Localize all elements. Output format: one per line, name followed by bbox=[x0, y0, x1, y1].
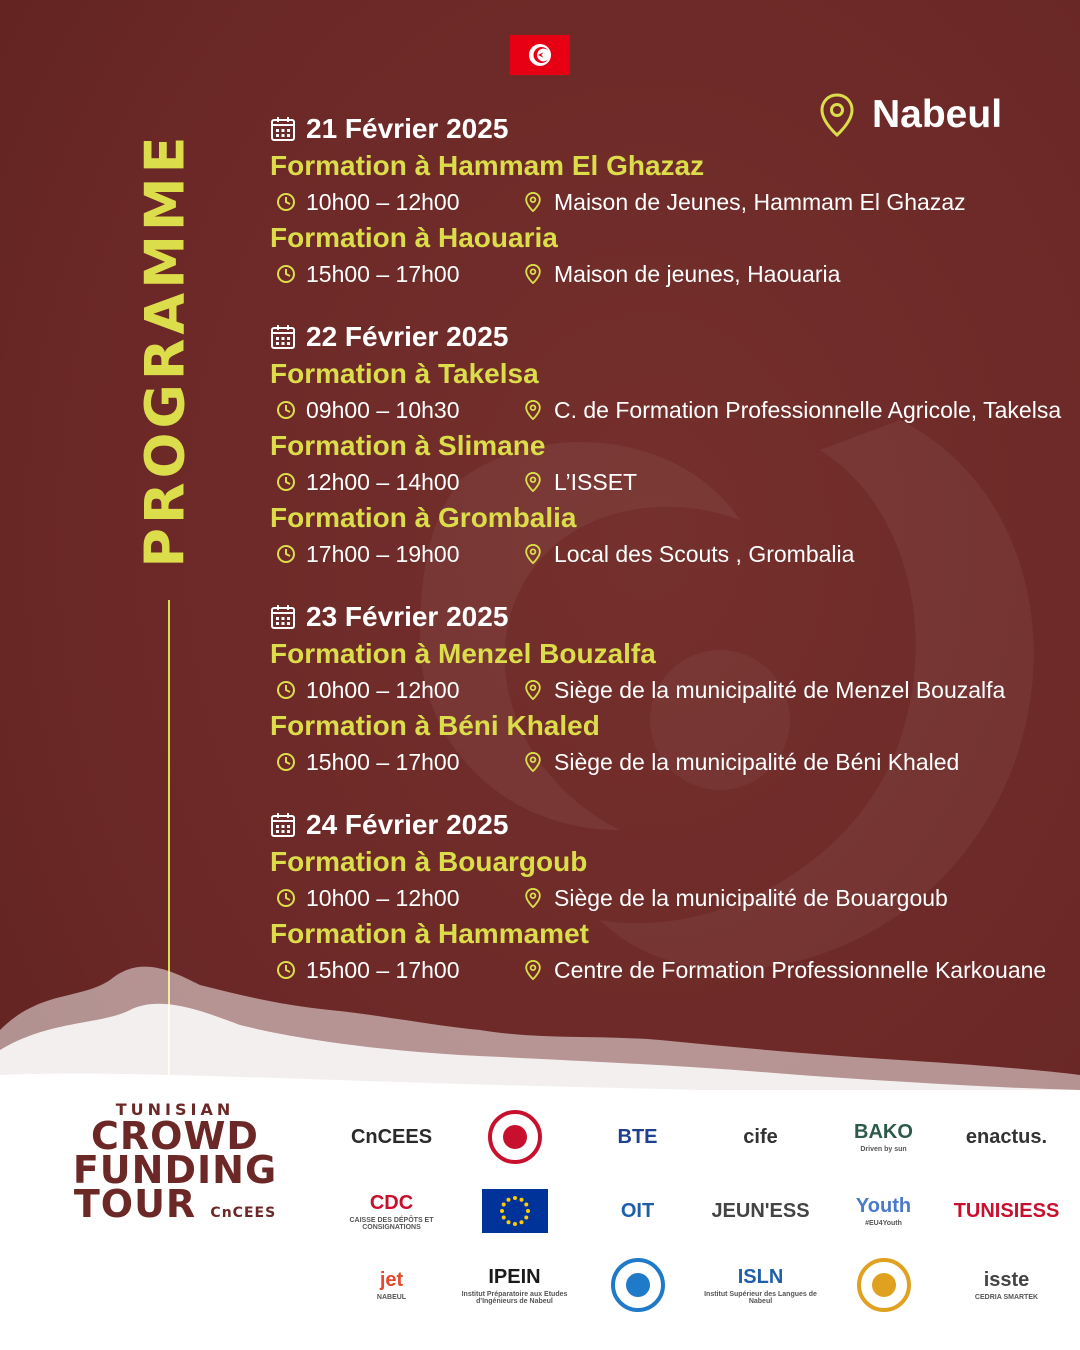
tour-logo-word: TOUR bbox=[73, 1182, 197, 1226]
session-title: Formation à Menzel Bouzalfa bbox=[270, 638, 656, 669]
partner-logo bbox=[330, 1100, 453, 1174]
partner-logo bbox=[576, 1174, 699, 1248]
crowdfunding-tour-logo bbox=[50, 1100, 300, 1230]
partner-logo-name: jet bbox=[379, 1269, 404, 1291]
partner-logo bbox=[330, 1174, 453, 1248]
session-details bbox=[270, 880, 1070, 916]
partner-logo bbox=[822, 1174, 945, 1248]
session-place: Siège de la municipalité de Béni Khaled bbox=[554, 748, 960, 775]
session-place: Maison de jeunes, Haouaria bbox=[554, 260, 841, 287]
partner-logo-name: Youth bbox=[855, 1195, 912, 1217]
clock-icon bbox=[276, 264, 296, 284]
partner-logo-name: cife bbox=[743, 1125, 778, 1148]
clock-icon bbox=[276, 752, 296, 772]
calendar-icon bbox=[270, 324, 296, 350]
partner-logo bbox=[576, 1248, 699, 1322]
partner-logo-name: ISLN bbox=[737, 1265, 784, 1288]
session-place: Siège de la municipalité de Menzel Bouzalfa bbox=[554, 676, 1006, 703]
day-header bbox=[270, 318, 1070, 356]
map-pin-icon bbox=[524, 472, 542, 492]
map-pin-icon bbox=[524, 680, 542, 700]
session-place: Local des Scouts , Grombalia bbox=[554, 540, 855, 567]
session-time: 15h00 – 17h00 bbox=[306, 748, 460, 775]
partner-logo-subtitle: NABEUL bbox=[376, 1294, 407, 1301]
session-time: 15h00 – 17h00 bbox=[306, 956, 460, 983]
session-details bbox=[270, 392, 1070, 428]
partner-logo bbox=[699, 1174, 822, 1248]
cloud-divider bbox=[0, 930, 1080, 1110]
session-time: 10h00 – 12h00 bbox=[306, 884, 460, 911]
partner-logo bbox=[822, 1100, 945, 1174]
session-details bbox=[270, 744, 1070, 780]
partner-logo bbox=[699, 1100, 822, 1174]
emblem-icon bbox=[487, 1109, 543, 1165]
partner-logos bbox=[330, 1100, 1070, 1322]
session-title: Formation à Hammam El Ghazaz bbox=[270, 150, 705, 181]
partner-logo bbox=[330, 1248, 453, 1322]
partner-logo bbox=[822, 1248, 945, 1322]
tour-logo-line4 bbox=[50, 1182, 300, 1230]
partner-logo-name: CDC bbox=[369, 1191, 414, 1214]
session-time: 12h00 – 14h00 bbox=[306, 468, 460, 495]
partner-logo bbox=[453, 1248, 576, 1322]
session-details bbox=[270, 536, 1070, 572]
map-pin-icon bbox=[524, 264, 542, 284]
partner-logo-name: BAKO bbox=[854, 1121, 913, 1143]
day-header bbox=[270, 598, 1070, 636]
partner-logo-subtitle: CEDRIA SMARTEK bbox=[974, 1294, 1039, 1301]
emblem-icon bbox=[610, 1257, 666, 1313]
clock-icon bbox=[276, 400, 296, 420]
tunisia-flag-icon bbox=[510, 35, 570, 75]
day-header bbox=[270, 806, 1070, 844]
day-header bbox=[270, 110, 1070, 148]
clock-icon bbox=[276, 680, 296, 700]
partner-logo-name: JEUN'ESS bbox=[711, 1199, 810, 1222]
map-pin-icon bbox=[524, 192, 542, 212]
calendar-icon bbox=[270, 604, 296, 630]
session-title: Formation à Béni Khaled bbox=[270, 710, 600, 741]
partner-logo-name: TUNISIESS bbox=[953, 1199, 1060, 1222]
day-date: 23 Février 2025 bbox=[306, 601, 509, 632]
partner-logo bbox=[945, 1100, 1068, 1174]
partner-logo-name: OIT bbox=[620, 1199, 655, 1222]
clock-icon bbox=[276, 192, 296, 212]
clock-icon bbox=[276, 544, 296, 564]
session-place: Maison de Jeunes, Hammam El Ghazaz bbox=[554, 188, 966, 215]
session-time: 17h00 – 19h00 bbox=[306, 540, 460, 567]
day-date: 21 Février 2025 bbox=[306, 113, 509, 144]
session-time: 10h00 – 12h00 bbox=[306, 676, 460, 703]
partner-logo-name: IPEIN bbox=[488, 1265, 541, 1288]
map-pin-icon bbox=[524, 400, 542, 420]
session-details bbox=[270, 464, 1070, 500]
calendar-icon bbox=[270, 116, 296, 142]
partner-logo bbox=[576, 1100, 699, 1174]
calendar-icon bbox=[270, 812, 296, 838]
schedule bbox=[270, 110, 1070, 1014]
tour-logo-line1: TUNISIAN bbox=[115, 1100, 235, 1119]
map-pin-icon bbox=[524, 752, 542, 772]
partner-logo-name: CnCEES bbox=[350, 1125, 433, 1148]
tour-logo-line2: CROWD bbox=[91, 1114, 259, 1158]
session-details bbox=[270, 672, 1070, 708]
day-block bbox=[270, 110, 1070, 292]
session-place: Siège de la municipalité de Bouargoub bbox=[554, 884, 948, 911]
partner-logo bbox=[453, 1100, 576, 1174]
partner-logo-name: BTE bbox=[617, 1125, 658, 1148]
map-pin-icon bbox=[524, 888, 542, 908]
location-name: Nabeul bbox=[872, 93, 1003, 136]
partner-logo-name: isste bbox=[983, 1269, 1030, 1291]
partner-logo bbox=[453, 1174, 576, 1248]
day-date: 24 Février 2025 bbox=[306, 809, 509, 840]
partner-logo bbox=[945, 1174, 1068, 1248]
session-title: Formation à Grombalia bbox=[270, 502, 577, 533]
partner-logo-subtitle: Institut Supérieur des Langues de Nabeul bbox=[704, 1290, 817, 1305]
session-details bbox=[270, 256, 1070, 292]
programme-title: PROGRAMME bbox=[133, 132, 197, 568]
session-place: L’ISSET bbox=[554, 468, 638, 495]
session-details bbox=[270, 184, 1070, 220]
eu-flag-icon bbox=[482, 1189, 548, 1233]
session-place: Centre de Formation Professionnelle Karkouane bbox=[554, 956, 1047, 983]
session-time: 10h00 – 12h00 bbox=[306, 188, 460, 215]
partner-logo bbox=[945, 1248, 1068, 1322]
partner-logo-name: enactus. bbox=[965, 1125, 1048, 1148]
session-time: 09h00 – 10h30 bbox=[306, 396, 460, 423]
clock-icon bbox=[276, 472, 296, 492]
day-date: 22 Février 2025 bbox=[306, 321, 509, 352]
session-title: Formation à Haouaria bbox=[270, 222, 558, 253]
session-title: Formation à Takelsa bbox=[270, 358, 539, 389]
map-pin-icon bbox=[524, 544, 542, 564]
partner-logo-subtitle: #EU4Youth bbox=[865, 1220, 902, 1227]
partner-logo-subtitle: Institut Préparatoire aux Etudes d'Ingénieurs de Nabeul bbox=[461, 1290, 568, 1305]
day-block bbox=[270, 598, 1070, 780]
session-title: Formation à Slimane bbox=[270, 430, 546, 461]
session-place: C. de Formation Professionnelle Agricole, Takelsa bbox=[554, 396, 1062, 423]
day-block bbox=[270, 318, 1070, 572]
partner-logo-subtitle: Driven by sun bbox=[860, 1146, 907, 1153]
session-title: Formation à Bouargoub bbox=[270, 846, 588, 877]
session-title: Formation à Hammamet bbox=[270, 918, 589, 949]
tour-logo-by: CnCEES bbox=[210, 1205, 277, 1221]
tour-logo-line3: FUNDING bbox=[72, 1148, 278, 1192]
clock-icon bbox=[276, 888, 296, 908]
partner-logo bbox=[699, 1248, 822, 1322]
session-time: 15h00 – 17h00 bbox=[306, 260, 460, 287]
partner-logo-subtitle: CAISSE DES DÉPÔTS ET CONSIGNATIONS bbox=[349, 1216, 434, 1231]
emblem-icon bbox=[856, 1257, 912, 1313]
